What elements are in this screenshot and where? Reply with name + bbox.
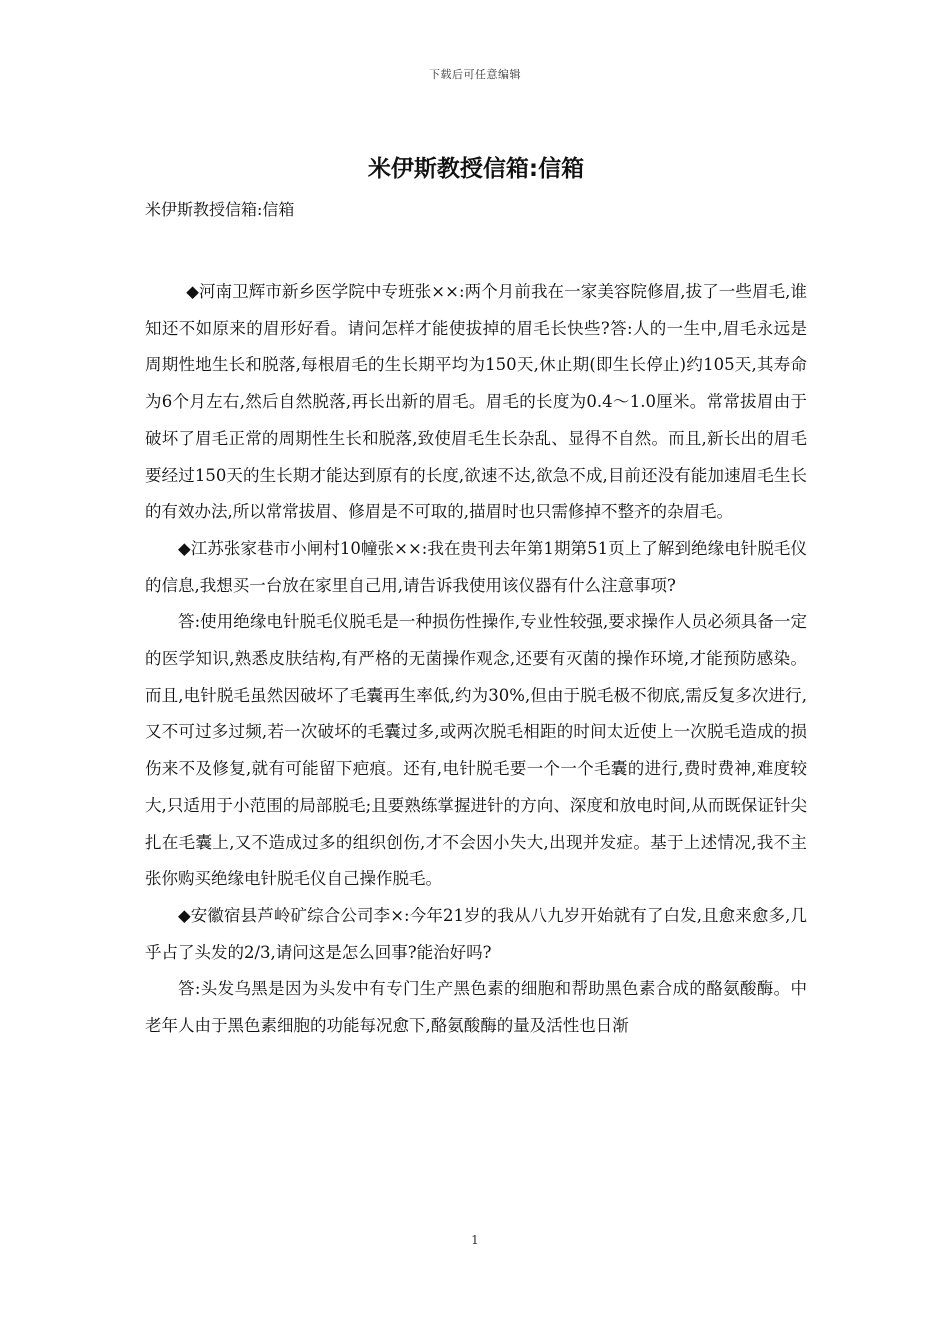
- document-content: [145, 150, 807, 1045]
- document-subtitle: 米伊斯教授信箱:信箱: [145, 200, 295, 219]
- page-header-note: 下载后可任意编辑: [429, 68, 521, 81]
- paragraph-answer-white-hair: 答:头发乌黑是因为头发中有专门生产黑色素的细胞和帮助黑色素合成的酪氨酸酶。中老年人由于黑色素细胞的功能每况愈下,酪氨酸酶的量及活性也日渐: [145, 979, 807, 1036]
- document-body: [145, 274, 807, 1045]
- paragraph-question-white-hair: ◆安徽宿县芦岭矿综合公司李×:今年21岁的我从八九岁开始就有了白发,且愈来愈多,几乎占了头发的2/3,请问这是怎么回事?能治好吗?: [145, 905, 807, 962]
- paragraph-question-eyebrows: ◆河南卫辉市新乡医学院中专班张××:两个月前我在一家美容院修眉,拔了一些眉毛,谁知还不如原来的眉形好看。请问怎样才能使拔掉的眉毛长快些?答:人的一生中,眉毛永远是周期性地生长和脱落,每根眉毛的生长期平均为150天,休止期(即生长停止)约105天,其寿命为6个月左右,然后自然脱落,再长出新的眉毛。眉毛的长度为0.4～1.0厘米。常常拔眉由于破坏了眉毛正常的周期性生长和脱落,致使眉毛生长杂乱、显得不自然。而且,新长出的眉毛要经过150天的生长期才能达到原有的长度,欲速不达,欲急不成,目前还没有能加速眉毛生长的有效办法,所以常常拔眉、修眉是不可取的,描眉时也只需修掉不整齐的杂眉毛。: [145, 282, 807, 522]
- document-title: 米伊斯教授信箱:信箱: [367, 156, 585, 182]
- paragraph-question-hair-removal: ◆江苏张家巷市小闸村10幢张××:我在贵刊去年第1期第51页上了解到绝缘电针脱毛仪的信息,我想买一台放在家里自己用,请告诉我使用该仪器有什么注意事项?: [145, 538, 807, 595]
- page-number: 1: [471, 1233, 479, 1247]
- paragraph-answer-hair-removal: 答:使用绝缘电针脱毛仪脱毛是一种损伤性操作,专业性较强,要求操作人员必须具备一定的医学知识,熟悉皮肤结构,有严格的无菌操作观念,还要有灭菌的操作环境,才能预防感染。而且,电针脱毛虽然因破坏了毛囊再生率低,约为30%,但由于脱毛极不彻底,需反复多次进行,又不可过多过频,若一次破坏的毛囊过多,或两次脱毛相距的时间太近使上一次脱毛造成的损伤来不及修复,就有可能留下疤痕。还有,电针脱毛要一个一个毛囊的进行,费时费神,难度较大,只适用于小范围的局部脱毛;且要熟练掌握进针的方向、深度和放电时间,从而既保证针尖扎在毛囊上,又不造成过多的组织创伤,才不会因小失大,出现并发症。基于上述情况,我不主张你购买绝缘电针脱毛仪自己操作脱毛。: [145, 612, 807, 889]
